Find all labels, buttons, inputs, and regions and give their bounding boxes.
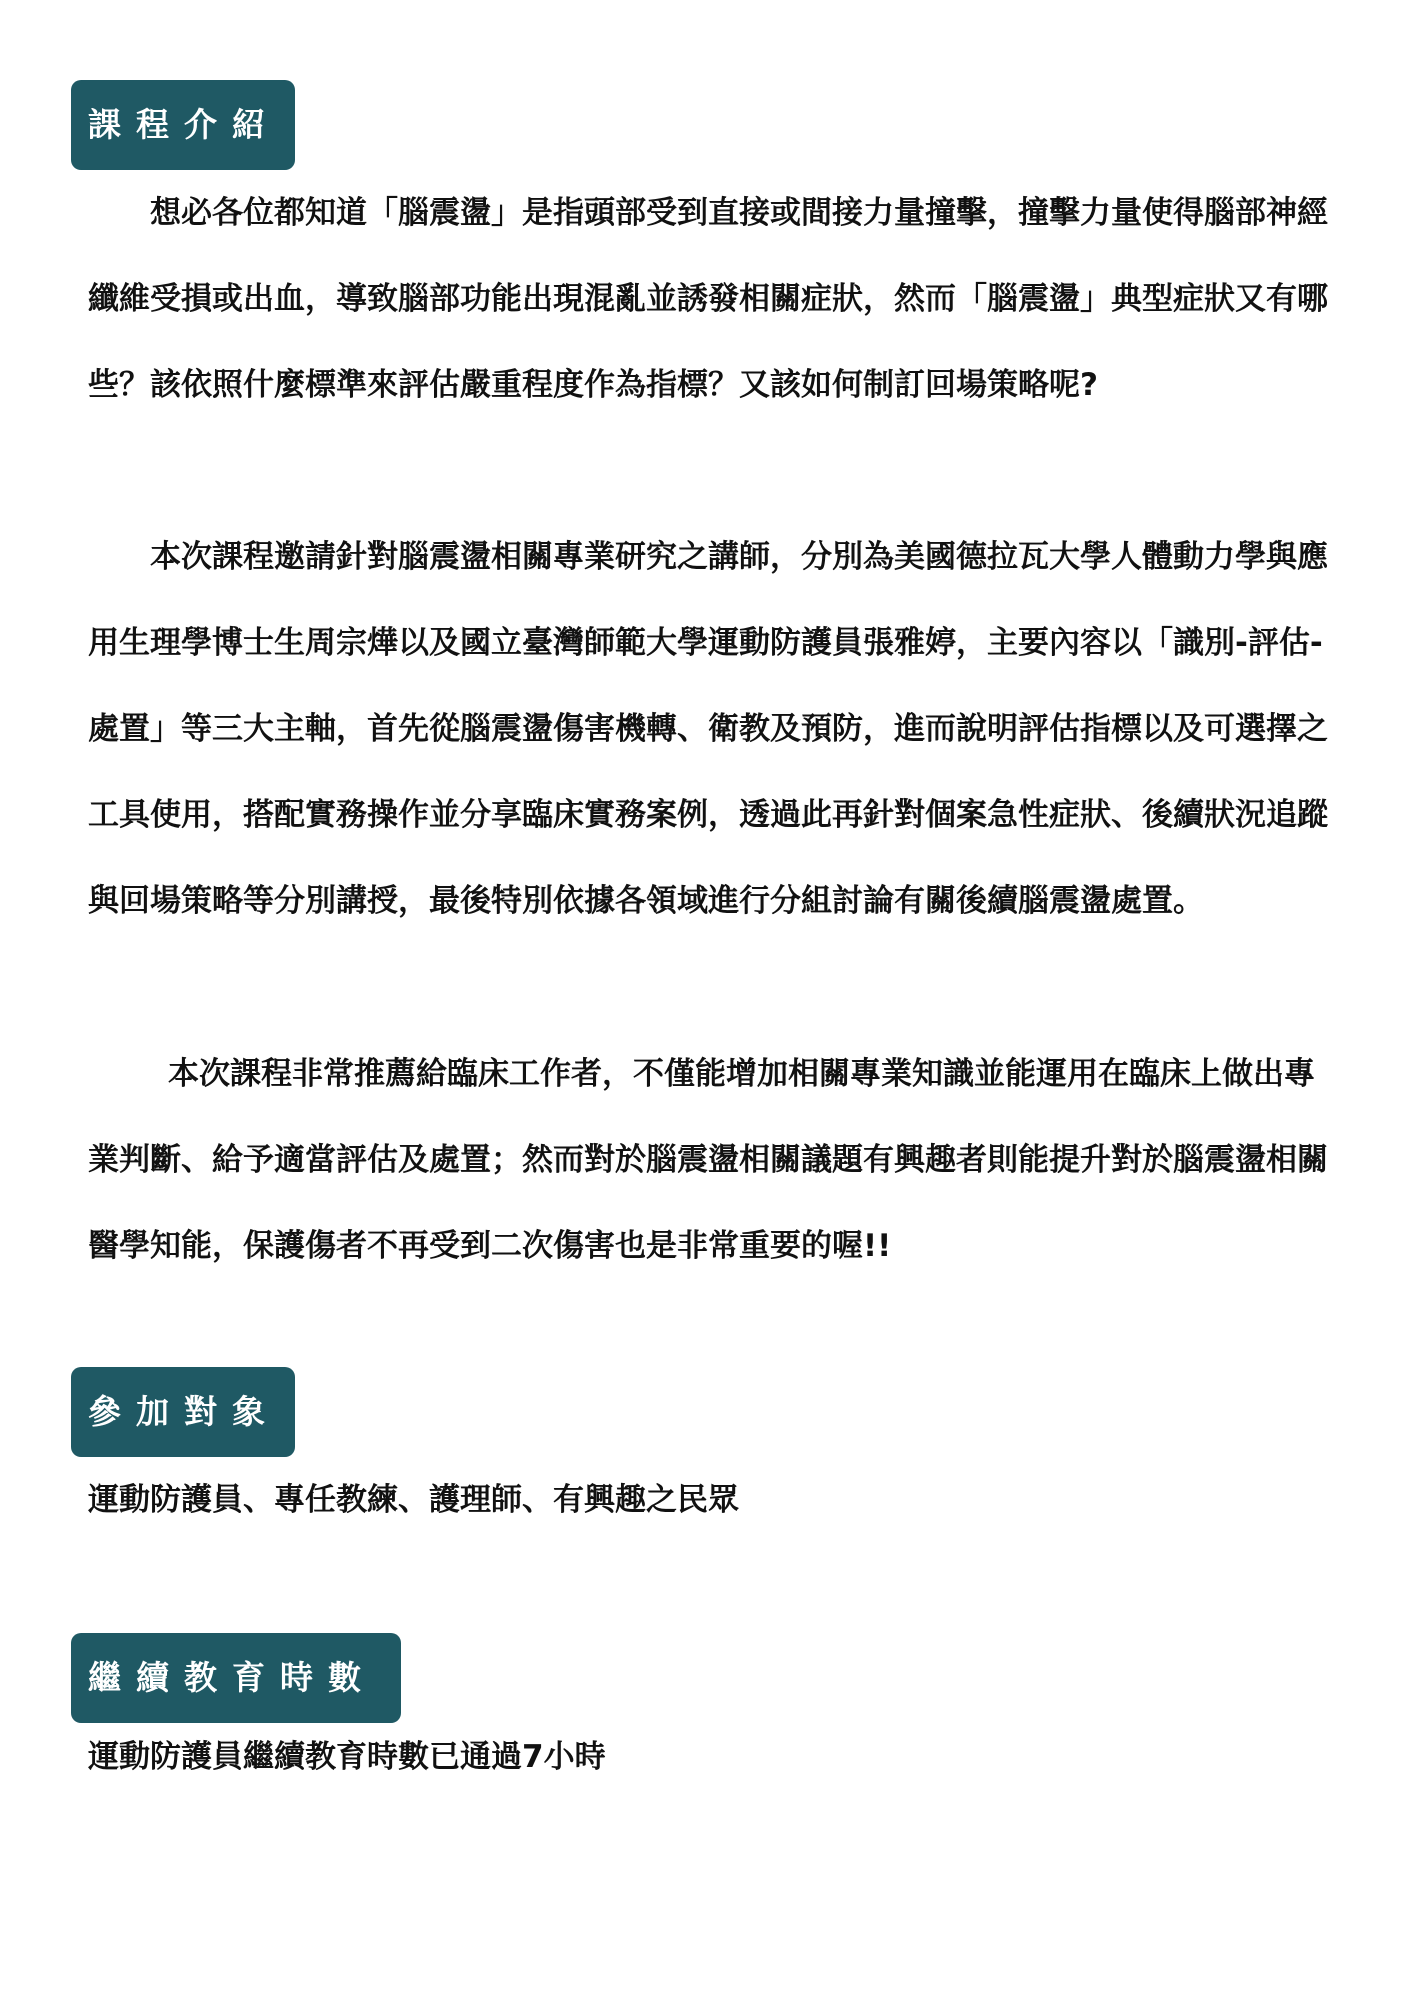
section-heading-course-intro: 課程介紹 — [71, 80, 295, 170]
intro-paragraph-3: 本次課程非常推薦給臨床工作者，不僅能增加相關專業知識並能運用在臨床上做出專業判斷、給予適當評估及處置；然而對於腦震盪相關議題有興趣者則能提升對於腦震盪相關醫學知能，保護傷者不再受到二次傷害也是非常重要的喔!! — [88, 1056, 1328, 1264]
section-heading-credits: 繼續教育時數 — [71, 1633, 401, 1723]
audience-text: 運動防護員、專任教練、護理師、有興趣之民眾 — [88, 1482, 739, 1518]
credits-text: 運動防護員繼續教育時數已通過7小時 — [88, 1739, 606, 1775]
intro-paragraph-1: 想必各位都知道「腦震盪」是指頭部受到直接或間接力量撞擊，撞擊力量使得腦部神經纖維受損或出血，導致腦部功能出現混亂並誘發相關症狀，然而「腦震盪」典型症狀又有哪些？該依照什麼標準來評估嚴重程度作為指標？又該如何制訂回場策略呢? — [88, 195, 1328, 403]
intro-paragraph-2: 本次課程邀請針對腦震盪相關專業研究之講師，分別為美國德拉瓦大學人體動力學與應用生理學博士生周宗燁以及國立臺灣師範大學運動防護員張雅婷，主要內容以「識別-評估-處置」等三大主軸，首先從腦震盪傷害機轉、衛教及預防，進而說明評估指標以及可選擇之工具使用，搭配實務操作並分享臨床實務案例，透過此再針對個案急性症狀、後續狀況追蹤與回場策略等分別講授，最後特別依據各領域進行分組討論有關後續腦震盪處置。 — [88, 539, 1328, 919]
section-heading-audience: 參加對象 — [71, 1367, 295, 1457]
